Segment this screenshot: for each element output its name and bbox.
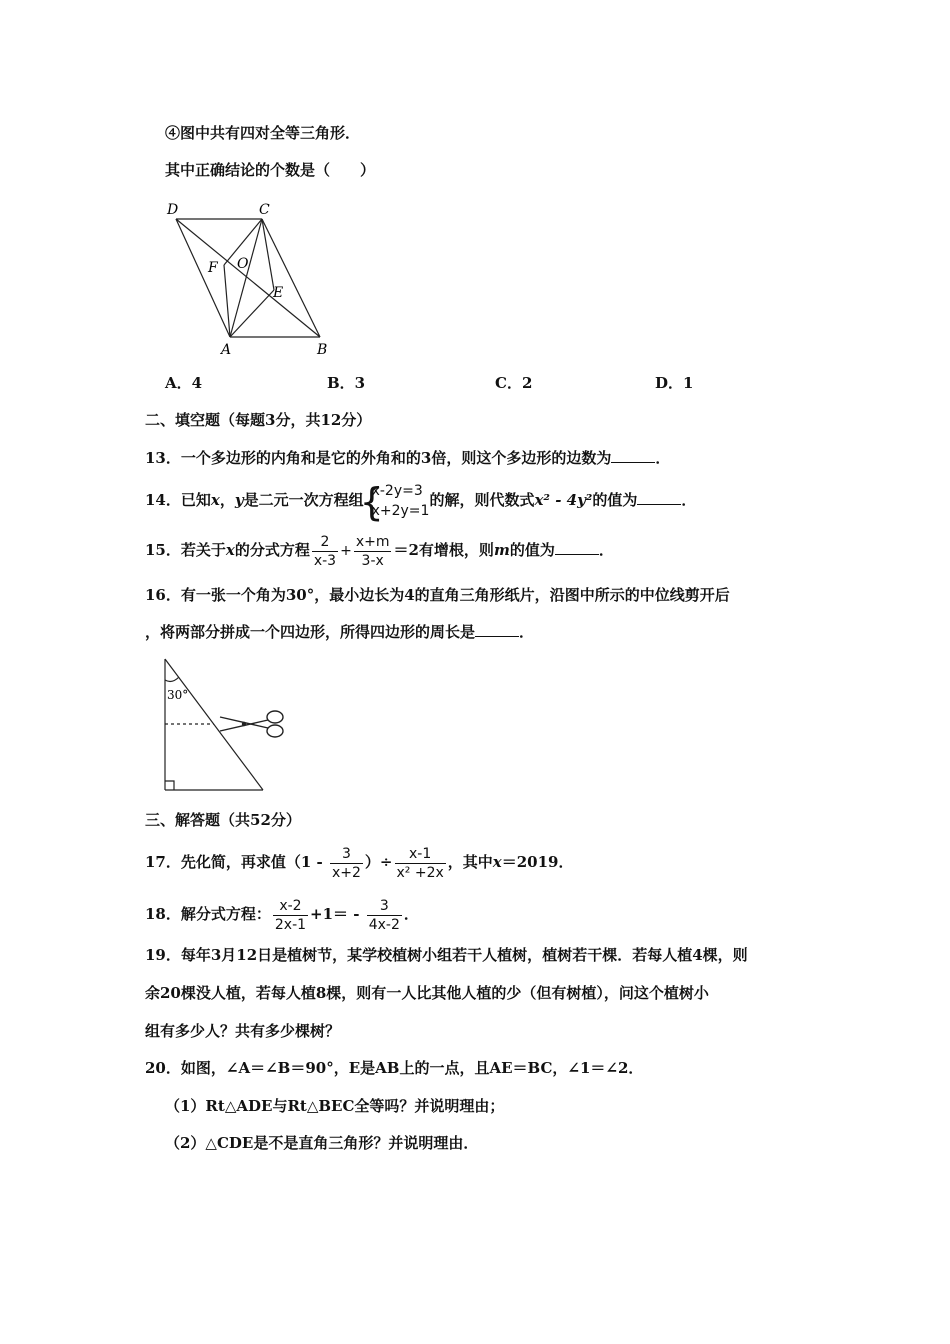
q17-var-x: x	[492, 853, 502, 871]
q18-end: ．	[403, 905, 419, 923]
q15-f2-den: 3-x	[354, 551, 392, 570]
triangle-scissors-figure	[160, 655, 295, 795]
vertex-label-o: O	[237, 256, 249, 272]
q18-f1-den: 2x-1	[274, 916, 307, 933]
q14-eq2: x+2y=1	[371, 503, 430, 519]
q13-answer-blank[interactable]	[611, 448, 655, 463]
q14-var-x: x	[210, 491, 220, 509]
q12-option-c[interactable]: C．2	[495, 374, 533, 392]
q19-line2: 余20棵没人植，若每人植8棵，则有一人比其他人植的少（但有树植），问这个植树小	[145, 984, 709, 1002]
q16-line2	[145, 622, 534, 642]
q15-f1-num: 2	[320, 533, 330, 550]
q16-line2-text: ，将两部分拼成一个四边形，所得四边形的周长是	[145, 623, 476, 641]
q18-pre: 18．解分式方程：	[145, 905, 271, 923]
angle-30-label: 30°	[167, 688, 189, 702]
q14-post: 的解，则代数式	[429, 491, 535, 509]
q14-expr: x² - 4y²	[534, 491, 593, 509]
q14-end: ．	[681, 491, 697, 509]
q17-pre: 17．先化简，再求值（1 -	[145, 853, 328, 871]
q12-prompt: 其中正确结论的个数是（ ）	[165, 161, 376, 179]
q17-f1-den: x+2	[331, 864, 361, 881]
q12-option-a[interactable]: A．4	[165, 374, 203, 392]
q15-var-m: m	[493, 541, 510, 559]
q16-end: ．	[519, 623, 535, 641]
q18-f2-num: 3	[379, 897, 389, 914]
q12-option-b[interactable]: B．3	[327, 374, 366, 392]
q14	[145, 480, 697, 524]
q15-pre: 15．若关于	[145, 541, 226, 559]
q17-fraction-1	[330, 845, 363, 882]
q15-fraction-1	[312, 533, 338, 570]
vertex-label-c: C	[259, 202, 270, 218]
vertex-label-a: A	[221, 342, 232, 358]
q14-var-y: y	[234, 491, 244, 509]
q13	[145, 448, 670, 468]
q14-equation-system	[359, 480, 430, 524]
q14-eq1: x-2y=3	[371, 483, 423, 499]
q17-fraction-2	[395, 845, 446, 882]
q15-fraction-2	[354, 533, 392, 570]
q17-f2-num: x-1	[409, 845, 432, 862]
q15-mid: 的分式方程	[234, 541, 310, 559]
q20-sub1: （1）Rt△ADE与Rt△BEC全等吗？并说明理由；	[165, 1097, 505, 1115]
vertex-label-d: D	[167, 202, 179, 218]
q15-var-x: x	[225, 541, 235, 559]
q20-line1: 20．如图，∠A＝∠B＝90°，E是AB上的一点，且AE＝BC，∠1＝∠2．	[145, 1059, 644, 1077]
q15-tail: 的值为	[509, 541, 555, 559]
q18	[145, 892, 419, 936]
q19-line1: 19．每年3月12日是植树节，某学校植树小组若干人植树，植树若干棵．若每人植4棵，则	[145, 946, 748, 964]
parallelogram-figure	[160, 196, 340, 362]
vertex-label-e: E	[273, 285, 284, 301]
scissors-icon	[220, 711, 283, 737]
q16-line1: 16．有一张一个角为30°，最小边长为4的直角三角形纸片，沿图中所示的中位线剪开后	[145, 586, 730, 604]
q17	[145, 840, 574, 884]
q18-fraction-2	[367, 897, 402, 934]
q15-answer-blank[interactable]	[555, 540, 599, 555]
q14-pre: 14．已知	[145, 491, 211, 509]
q20-sub2: （2）△CDE是不是直角三角形？并说明理由．	[165, 1134, 479, 1152]
q15-f2-num: x+m	[355, 533, 390, 550]
section2-title: 二、填空题（每题3分，共12分）	[145, 411, 372, 429]
section3-title: 三、解答题（共52分）	[145, 811, 301, 829]
q12-item4: ④图中共有四对全等三角形．	[165, 124, 361, 142]
q13-end: ．	[655, 449, 671, 467]
q13-text: 13．一个多边形的内角和是它的外角和的3倍，则这个多边形的边数为	[145, 449, 612, 467]
q15-plus: +	[340, 543, 352, 559]
brace-symbol: {	[359, 480, 384, 524]
q14-tail: 的值为	[592, 491, 638, 509]
q12-option-d[interactable]: D．1	[655, 374, 694, 392]
q15-end: ．	[598, 541, 614, 559]
q19-line3: 组有多少人？共有多少棵树？	[145, 1022, 341, 1040]
q18-fraction-1	[273, 897, 308, 934]
q18-mid: +1＝ -	[310, 905, 365, 923]
q17-f1-num: 3	[341, 845, 351, 862]
q17-post: ，其中	[447, 853, 493, 871]
q14-mid: 是二元一次方程组	[243, 491, 364, 509]
q18-f2-den: 4x-2	[368, 916, 400, 933]
q14-comma: ，	[219, 491, 235, 509]
q15	[145, 530, 614, 571]
vertex-label-f: F	[208, 260, 218, 276]
q18-f1-num: x-2	[279, 897, 302, 914]
q17-mid: ）÷	[364, 853, 393, 871]
q14-answer-blank[interactable]	[637, 490, 681, 505]
vertex-label-b: B	[317, 342, 328, 358]
q15-post: ＝2有增根，则	[393, 541, 494, 559]
q17-tail: ＝2019．	[501, 853, 574, 871]
q16-answer-blank[interactable]	[475, 622, 519, 637]
q15-f1-den: x-3	[313, 552, 337, 569]
q17-f2-den: x² +2x	[396, 864, 444, 881]
